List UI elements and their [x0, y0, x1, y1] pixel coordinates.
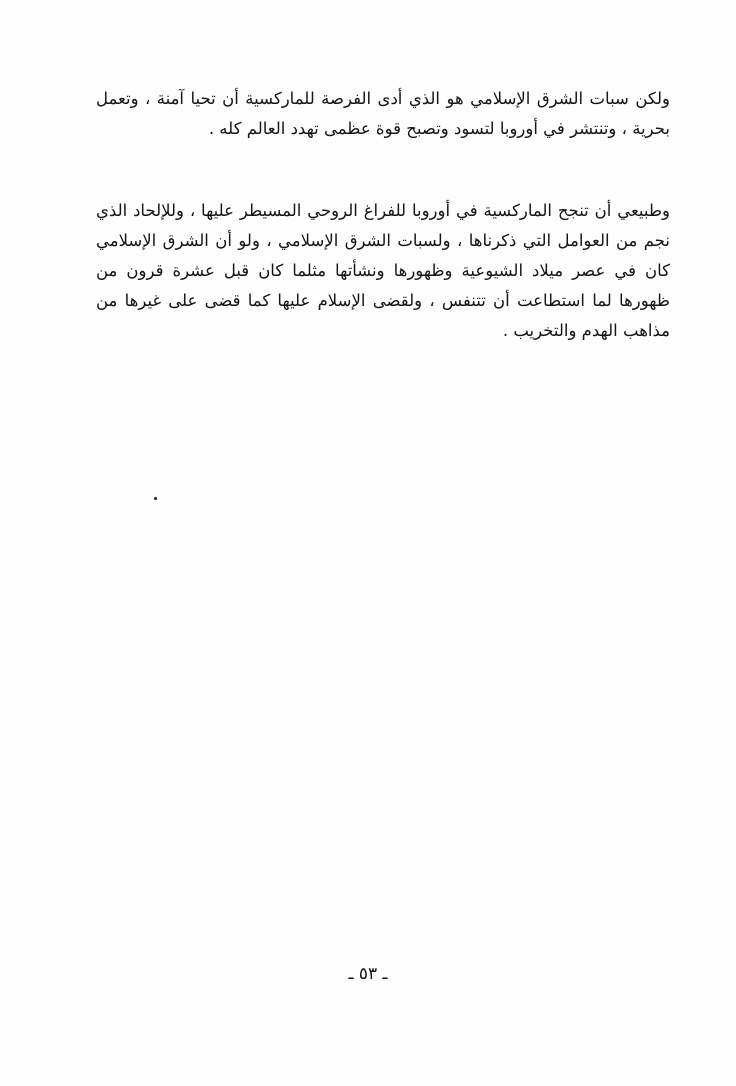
- paragraph-2: [96, 196, 670, 346]
- stray-ink-dot: [154, 497, 157, 500]
- paragraph-1-text: ولكن سبات الشرق الإسلامي هو الذي أدى الفرصة للماركسية أن تحيا آمنة ، وتعمل بحرية ، وتنتشر في أوروبا لتسود وتصبح قوة عظمى تهدد العالم كله .: [96, 89, 670, 138]
- paragraph-1: [96, 84, 670, 144]
- paragraph-2-text: وطبيعي أن تنجح الماركسية في أوروبا للفراغ الروحي المسيطر عليها ، وللإلحاد الذي نجم من العوامل التي ذكرناها ، ولسبات الشرق الإسلامي ، ولو أن الشرق الإسلامي كان في عصر ميلاد الشيوعية وظهورها ونشأتها مثلما كان قبل عشرة قرون من ظهورها لما استطاعت أن تتنفس ، ولقضى الإسلام عليها كما قضى على غيرها من مذاهب الهدم والتخريب .: [96, 201, 670, 340]
- page-number: ـ ٥٣ ـ: [348, 964, 388, 984]
